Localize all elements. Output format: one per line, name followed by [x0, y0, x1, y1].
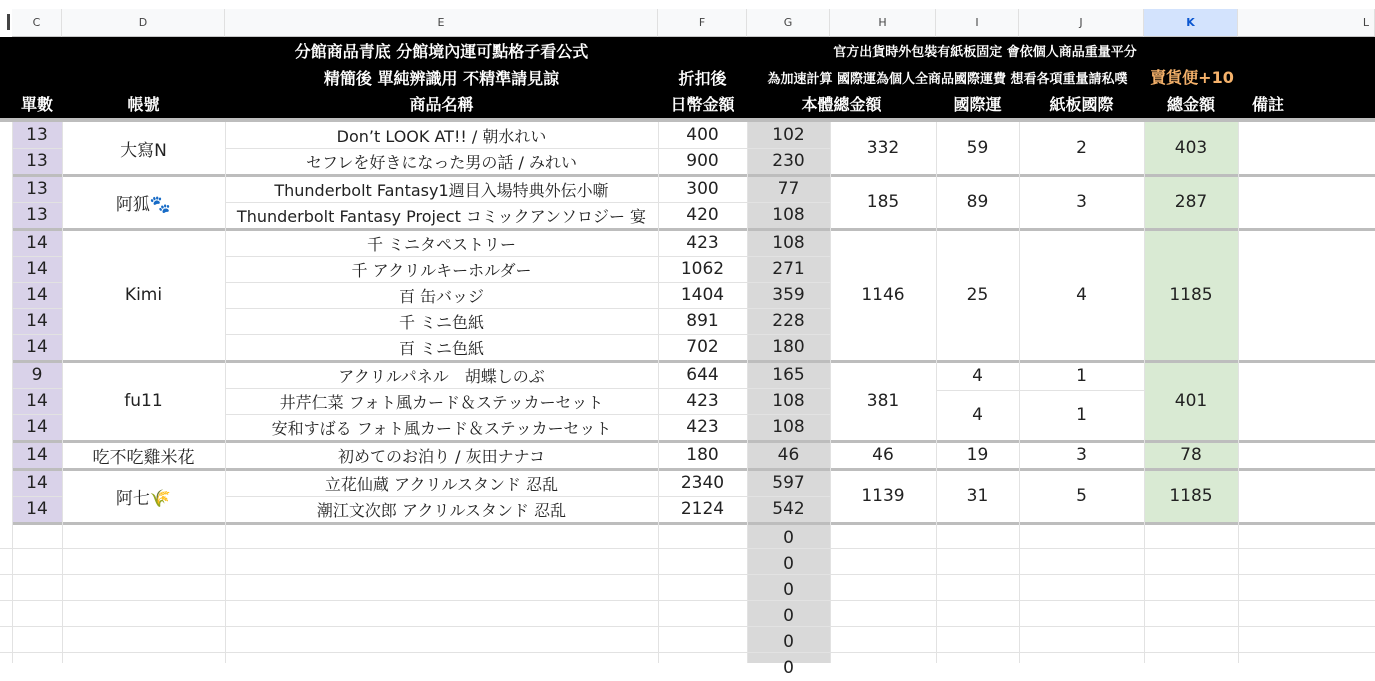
twd-amount-cell[interactable]: 423 — [686, 417, 719, 437]
product-name-cell[interactable]: Don’t LOOK AT!! / 朝水れい — [336, 126, 547, 146]
twd-amount-cell[interactable]: 644 — [686, 365, 719, 385]
g-value-cell[interactable]: 108 — [772, 391, 805, 411]
qty-cell[interactable]: 9 — [31, 365, 43, 385]
column-header-d[interactable]: D — [62, 9, 225, 37]
total-amount-cell[interactable]: 78 — [1180, 445, 1202, 465]
row-line — [0, 626, 1375, 627]
product-name-cell[interactable]: セフレを好きになった男の話 / みれい — [306, 152, 577, 172]
column-header-c[interactable]: C — [12, 9, 62, 37]
header-col-qty: 單數 — [20, 94, 53, 114]
product-name-cell[interactable]: 百 缶バッジ — [398, 286, 485, 306]
total-amount-cell[interactable]: 287 — [1174, 192, 1208, 212]
twd-amount-cell[interactable]: 1404 — [680, 285, 725, 305]
board-intl-cell[interactable]: 1 — [1076, 405, 1087, 425]
qty-cell[interactable]: 13 — [26, 205, 48, 225]
column-header-e[interactable]: E — [225, 9, 658, 37]
twd-amount-cell[interactable]: 420 — [686, 205, 719, 225]
g-value-cell[interactable]: 46 — [777, 445, 800, 465]
column-header-g[interactable]: G — [747, 9, 830, 37]
twd-amount-cell[interactable]: 702 — [686, 337, 719, 357]
intl-shipping-cell[interactable]: 25 — [966, 285, 989, 305]
header-title-line2: 精簡後 單純辨識用 不精準請見諒 — [323, 68, 560, 88]
g-value-cell[interactable]: 228 — [772, 311, 805, 331]
header-note-line2: 為加速計算 國際運為個人全商品國際運費 想看各項重量請私噗 — [767, 71, 1128, 87]
product-name-cell[interactable]: 井芹仁菜 フォト風カード＆ステッカーセット — [279, 392, 604, 412]
qty-cell[interactable]: 13 — [26, 151, 48, 171]
qty-cell[interactable]: 14 — [26, 259, 48, 279]
twd-amount-cell[interactable]: 1062 — [680, 259, 725, 279]
body-total-cell[interactable]: 1146 — [861, 285, 905, 305]
qty-cell[interactable]: 14 — [26, 233, 48, 253]
g-value-cell[interactable]: 230 — [772, 151, 805, 171]
intl-shipping-cell[interactable]: 31 — [966, 486, 989, 506]
column-header-i[interactable]: I — [936, 9, 1019, 37]
column-header-h[interactable]: H — [830, 9, 936, 37]
header-col-intl: 國際運 — [953, 94, 1002, 114]
account-cell[interactable]: 吃不吃雞米花 — [92, 447, 195, 468]
account-cell[interactable]: 阿狐🐾 — [115, 194, 172, 215]
header-col-account: 帳號 — [127, 94, 160, 114]
header-note-line1: 官方出貨時外包裝有紙板固定 會依個人商品重量平分 — [833, 44, 1137, 60]
qty-cell[interactable]: 14 — [26, 445, 48, 465]
product-name-cell[interactable]: 初めてのお泊り / 灰田ナナコ — [338, 446, 545, 466]
g-value-cell[interactable]: 0 — [783, 554, 794, 574]
product-name-cell[interactable]: 千 アクリルキーホルダー — [351, 260, 532, 280]
body-total-cell[interactable]: 381 — [866, 391, 900, 411]
g-value-cell[interactable]: 108 — [772, 205, 805, 225]
total-amount-cell[interactable]: 401 — [1174, 391, 1208, 411]
twd-amount-cell[interactable]: 400 — [686, 125, 719, 145]
qty-cell[interactable]: 14 — [26, 337, 48, 357]
total-amount-cell[interactable]: 1185 — [1169, 486, 1213, 506]
twd-amount-cell[interactable]: 423 — [686, 233, 719, 253]
g-value-cell[interactable]: 0 — [783, 632, 794, 652]
row-line — [0, 600, 1375, 601]
twd-amount-cell[interactable]: 180 — [686, 445, 719, 465]
header-col-note: 備註 — [1251, 94, 1284, 114]
total-amount-cell[interactable]: 403 — [1174, 138, 1208, 158]
product-name-cell[interactable]: 百 ミニ色紙 — [398, 338, 485, 358]
body-total-cell[interactable]: 332 — [866, 138, 900, 158]
column-header-l[interactable]: L — [1238, 9, 1375, 37]
total-amount-cell[interactable]: 1185 — [1169, 285, 1213, 305]
g-value-cell[interactable]: 77 — [777, 179, 800, 199]
qty-cell[interactable]: 13 — [26, 125, 48, 145]
qty-cell[interactable]: 14 — [26, 311, 48, 331]
board-intl-cell[interactable]: 2 — [1076, 138, 1087, 158]
column-header-j[interactable]: J — [1019, 9, 1144, 37]
g-value-cell[interactable]: 0 — [783, 528, 794, 548]
row-line — [0, 652, 1375, 653]
g-value-cell[interactable]: 108 — [772, 417, 805, 437]
qty-cell[interactable]: 14 — [26, 417, 48, 437]
account-cell[interactable]: Kimi — [124, 285, 163, 305]
g-value-cell[interactable]: 271 — [772, 259, 805, 279]
row-line — [0, 548, 1375, 549]
board-intl-cell[interactable]: 3 — [1076, 445, 1087, 465]
header-col-board: 紙板國際 — [1049, 94, 1114, 114]
header-col-body-total: 本體總金額 — [801, 94, 882, 114]
g-value-cell[interactable]: 0 — [783, 606, 794, 626]
body-total-cell[interactable]: 185 — [866, 192, 900, 212]
g-value-cell[interactable]: 180 — [772, 337, 805, 357]
qty-cell[interactable]: 13 — [26, 179, 48, 199]
board-intl-cell[interactable]: 5 — [1076, 486, 1087, 506]
product-name-cell[interactable]: アクリルパネル 胡蝶しのぶ — [338, 366, 545, 386]
column-header-k[interactable]: K — [1144, 9, 1238, 37]
product-name-cell[interactable]: 安和すばる フォト風カード＆ステッカーセット — [271, 418, 612, 438]
g-value-cell[interactable]: 165 — [772, 365, 805, 385]
intl-shipping-cell[interactable]: 19 — [966, 445, 989, 465]
header-bonus: 賣貨便+10 — [1150, 67, 1234, 87]
intl-shipping-cell[interactable]: 89 — [966, 192, 989, 212]
qty-cell[interactable]: 14 — [26, 391, 48, 411]
header-col-twd: 日幣金額 — [670, 94, 735, 114]
product-name-cell[interactable]: Thunderbolt Fantasy1週目入場特典外伝小噺 — [274, 180, 609, 200]
group-separator — [12, 522, 1375, 525]
intl-shipping-cell[interactable]: 4 — [972, 366, 983, 386]
board-intl-cell[interactable]: 4 — [1076, 285, 1087, 305]
board-intl-cell[interactable]: 3 — [1076, 192, 1087, 212]
qty-cell[interactable]: 14 — [26, 285, 48, 305]
twd-amount-cell[interactable]: 900 — [686, 151, 719, 171]
row-line — [0, 574, 1375, 575]
body-total-cell[interactable]: 1139 — [861, 486, 905, 506]
qty-cell[interactable]: 14 — [26, 473, 48, 493]
product-name-cell[interactable]: 立花仙蔵 アクリルスタンド 忍乱 — [324, 474, 559, 494]
g-value-cell[interactable]: 542 — [772, 499, 805, 519]
account-cell[interactable]: fu11 — [124, 391, 163, 411]
column-header-f[interactable]: F — [658, 9, 747, 37]
twd-amount-cell[interactable]: 300 — [686, 179, 719, 199]
account-cell[interactable]: 阿七🌾 — [115, 488, 172, 509]
qty-cell[interactable]: 14 — [26, 499, 48, 519]
body-total-cell[interactable]: 46 — [872, 445, 894, 465]
intl-shipping-cell[interactable]: 59 — [966, 138, 989, 158]
twd-amount-cell[interactable]: 2340 — [680, 473, 725, 493]
g-value-cell[interactable]: 102 — [772, 125, 805, 145]
product-name-cell[interactable]: 千 ミニ色紙 — [398, 312, 485, 332]
g-value-cell[interactable]: 597 — [772, 473, 805, 493]
twd-amount-cell[interactable]: 423 — [686, 391, 719, 411]
account-cell[interactable]: 大寫N — [120, 140, 167, 161]
twd-amount-cell[interactable]: 2124 — [680, 499, 725, 519]
header-col-total: 總金額 — [1166, 94, 1215, 114]
product-name-cell[interactable]: 千 ミニタペストリー — [366, 234, 517, 254]
intl-shipping-cell[interactable]: 4 — [972, 405, 983, 425]
board-intl-cell[interactable]: 1 — [1076, 366, 1087, 386]
header-discount-label: 折扣後 — [678, 68, 727, 88]
header-title-line1: 分館商品青底 分館境內運可點格子看公式 — [294, 41, 589, 61]
g-value-cell[interactable]: 359 — [772, 285, 805, 305]
column-line — [1238, 122, 1239, 663]
product-name-cell[interactable]: Thunderbolt Fantasy Project コミックアンソロジー 宴 — [236, 206, 647, 226]
product-name-cell[interactable]: 潮江文次郎 アクリルスタンド 忍乱 — [316, 500, 567, 520]
twd-amount-cell[interactable]: 891 — [686, 311, 719, 331]
g-value-cell[interactable]: 0 — [783, 658, 794, 678]
header-col-product: 商品名稱 — [409, 94, 474, 114]
g-value-cell[interactable]: 108 — [772, 233, 805, 253]
g-value-cell[interactable]: 0 — [783, 580, 794, 600]
